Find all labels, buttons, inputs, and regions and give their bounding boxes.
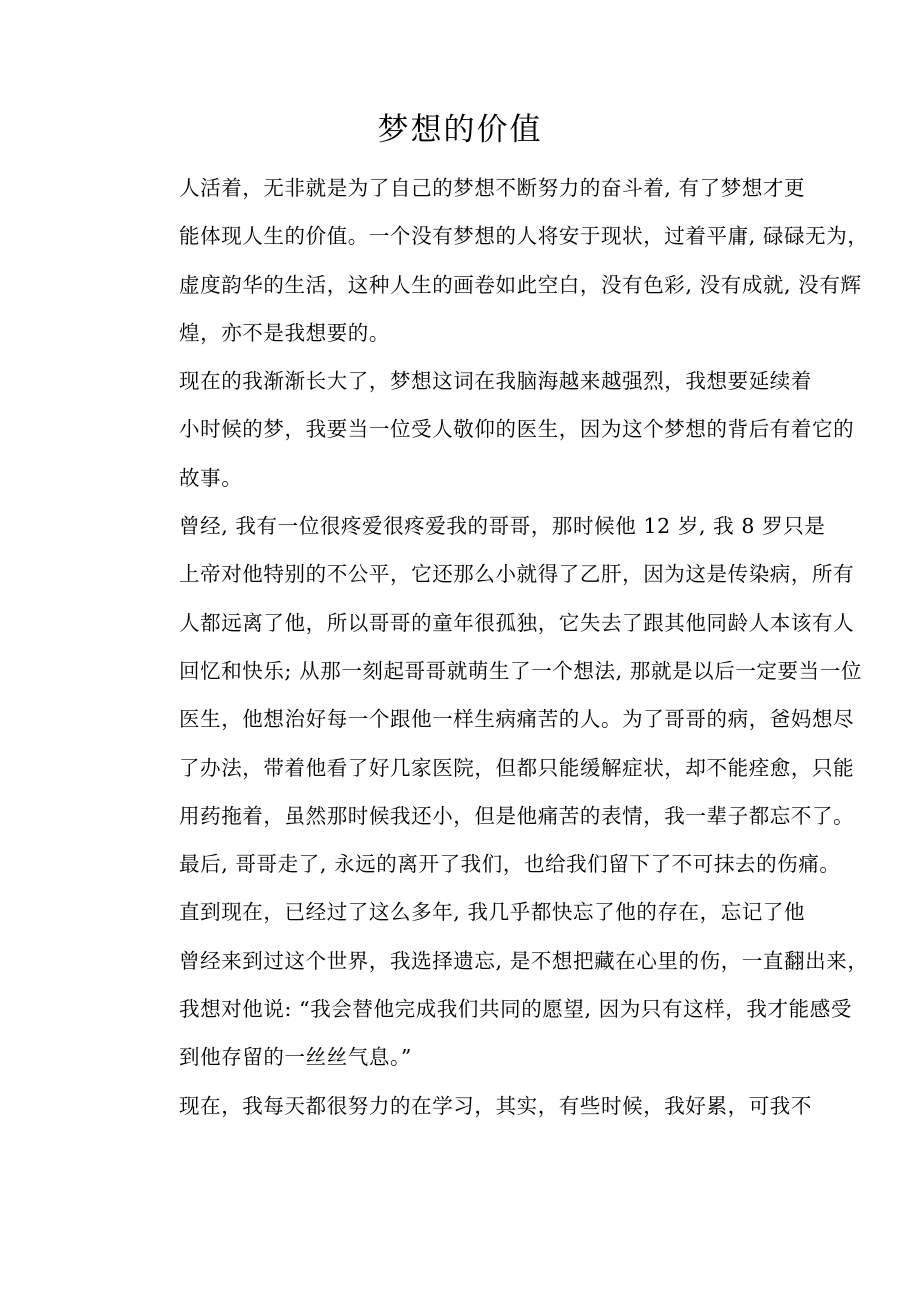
paragraph-line: 现在的我渐渐长大了，梦想这词在我脑海越来越强烈，我想要延续着 — [179, 369, 812, 394]
paragraph-line: 曾经来到过这个世界，我选择遗忘, 是不想把藏在心里的伤，一直翻出来， — [179, 948, 869, 973]
paragraph-5 — [138, 1082, 812, 1130]
paragraph-2 — [138, 357, 855, 502]
document-title: 梦想的价值 — [377, 112, 543, 148]
paragraph-line: 小时候的梦，我要当一位受人敬仰的医生，因为这个梦想的背后有着它的 — [179, 417, 855, 442]
paragraph-line: 人都远离了他，所以哥哥的童年很孤独，它失去了跟其他同龄人本该有人 — [179, 610, 855, 635]
paragraph-4 — [138, 888, 869, 1081]
paragraph-line: 上帝对他特别的不公平，它还那么小就得了乙肝，因为这是传染病，所有 — [179, 562, 855, 587]
paragraph-line: 用药拖着，虽然那时候我还小，但是他痛苦的表情，我一辈子都忘不了。 — [179, 803, 855, 828]
document-body — [138, 164, 869, 1130]
paragraph-1 — [138, 164, 869, 357]
paragraph-line: 煌，亦不是我想要的。 — [179, 320, 390, 345]
paragraph-line: 故事。 — [179, 465, 243, 490]
paragraph-line: 曾经, 我有一位很疼爱很疼爱我的哥哥，那时候他 12 岁, 我 8 罗只是 — [179, 514, 826, 539]
paragraph-line: 直到现在，已经过了这么多年, 我几乎都快忘了他的存在，忘记了他 — [179, 900, 806, 925]
paragraph-line: 到他存留的一丝丝气息。” — [179, 1045, 412, 1070]
paragraph-line: 医生，他想治好每一个跟他一样生病痛苦的人。为了哥哥的病，爸妈想尽 — [179, 707, 855, 732]
paragraph-line: 现在，我每天都很努力的在学习，其实，有些时候，我好累，可我不 — [179, 1093, 812, 1118]
paragraph-line: 最后, 哥哥走了, 永远的离开了我们，也给我们留下了不可抹去的伤痛。 — [179, 852, 841, 877]
paragraph-line: 了办法，带着他看了好几家医院，但都只能缓解症状，却不能痊愈，只能 — [179, 755, 855, 780]
paragraph-line: 回忆和快乐; 从那一刻起哥哥就萌生了一个想法, 那就是以后一定要当一位 — [179, 658, 862, 683]
paragraph-line: 能体现人生的价值。一个没有梦想的人将安于现状，过着平庸, 碌碌无为， — [179, 224, 869, 249]
paragraph-line: 我想对他说: “我会替他完成我们共同的愿望, 因为只有这样，我才能感受 — [179, 997, 852, 1022]
paragraph-line: 虚度韵华的生活，这种人生的画卷如此空白，没有色彩, 没有成就, 没有辉 — [179, 272, 862, 297]
paragraph-line: 人活着，无非就是为了自己的梦想不断努力的奋斗着, 有了梦想才更 — [179, 176, 806, 200]
paragraph-3 — [138, 502, 862, 888]
